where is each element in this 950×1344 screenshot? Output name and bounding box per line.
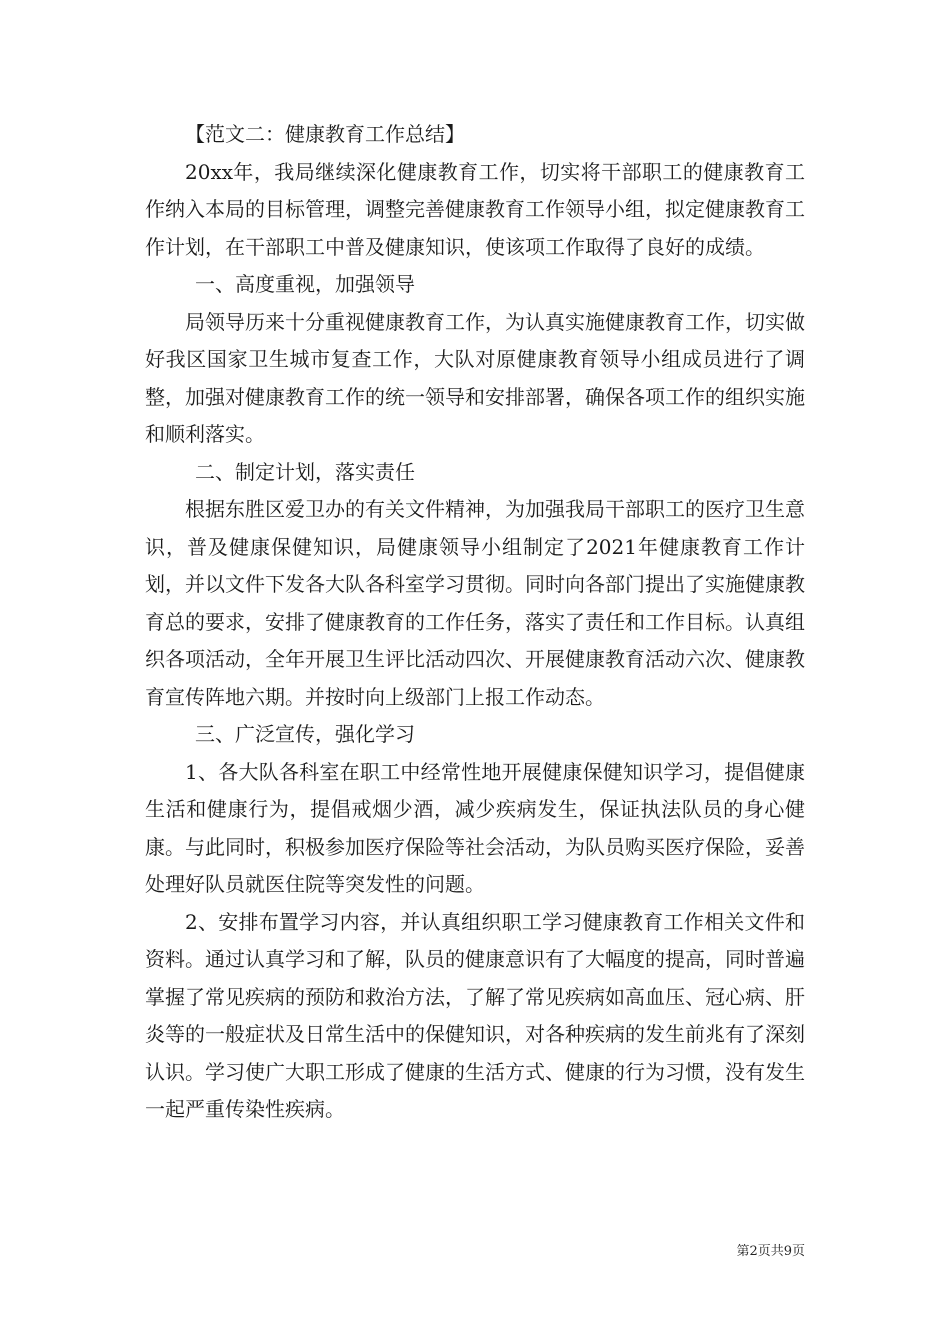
section-heading-2: 二、制定计划，落实责任 bbox=[195, 459, 415, 484]
paragraph-section-3-item-2: 2、安排布置学习内容，并认真组织职工学习健康教育工作相关文件和资料。通过认真学习和了解，队员的健康意识有了大幅度的提高，同时普遍掌握了常见疾病的预防和救治方法，了解了常见疾病如高血压、冠心病、肝炎等的一般症状及日常生活中的保健知识，对各种疾病的发生前兆有了深刻认识。学习使广大职工形成了健康的生活方式、健康的行为习惯，没有发生一起严重传染性疾病。 bbox=[145, 909, 805, 1121]
document-body bbox=[145, 116, 805, 1129]
paragraph-intro: 20xx年，我局继续深化健康教育工作，切实将干部职工的健康教育工作纳入本局的目标管理，调整完善健康教育工作领导小组，拟定健康教育工作计划，在干部职工中普及健康知识，使该项工作取得了良好的成绩。 bbox=[145, 159, 805, 259]
section-heading-3: 三、广泛宣传，强化学习 bbox=[195, 722, 415, 746]
page-number: 第2页共9页 bbox=[736, 1244, 805, 1259]
section-heading-1: 一、高度重视，加强领导 bbox=[195, 272, 415, 296]
paragraph-section-1: 局领导历来十分重视健康教育工作，为认真实施健康教育工作，切实做好我区国家卫生城市复查工作，大队对原健康教育领导小组成员进行了调整，加强对健康教育工作的统一领导和安排部署，确保各项工作的组织实施和顺利落实。 bbox=[145, 309, 805, 446]
paragraph-section-2: 根据东胜区爱卫办的有关文件精神，为加强我局干部职工的医疗卫生意识，普及健康保健知识，局健康领导小组制定了2021年健康教育工作计划，并以文件下发各大队各科室学习贯彻。同时向各部门提出了实施健康教育总的要求，安排了健康教育的工作任务，落实了责任和工作目标。认真组织各项活动，全年开展卫生评比活动四次、开展健康教育活动六次、健康教育宣传阵地六期。并按时向上级部门上报工作动态。 bbox=[145, 497, 805, 709]
paragraph-section-3-item-1: 1、各大队各科室在职工中经常性地开展健康保健知识学习，提倡健康生活和健康行为，提倡戒烟少酒，减少疾病发生，保证执法队员的身心健康。与此同时，积极参加医疗保险等社会活动，为队员购买医疗保险，妥善处理好队员就医住院等突发性的问题。 bbox=[145, 759, 805, 896]
document-title: 【范文二：健康教育工作总结】 bbox=[185, 122, 465, 146]
